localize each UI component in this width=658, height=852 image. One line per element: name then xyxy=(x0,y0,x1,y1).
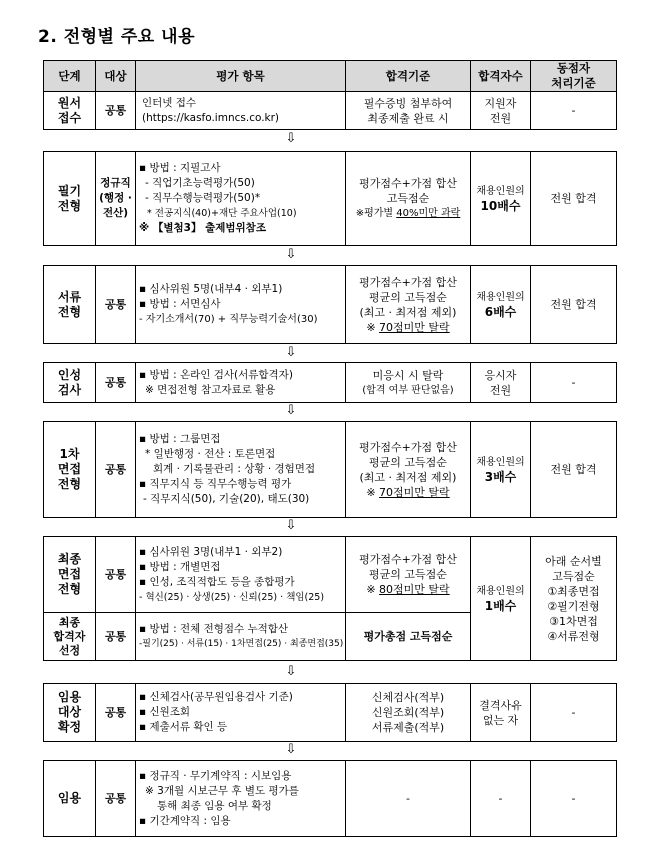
criteria-cell: 평가총점 고득점순 xyxy=(346,613,471,661)
down-arrow-icon: ⇩ xyxy=(285,131,297,146)
count-cell: 응시자 전원 xyxy=(471,363,531,403)
header-count: 합격자수 xyxy=(471,61,531,92)
table-block-2 xyxy=(43,151,617,246)
criteria-cell: 평가점수+가점 합산 평균의 고득점순 ※ 80점미만 탈락 xyxy=(346,537,471,613)
down-arrow-icon: ⇩ xyxy=(285,742,297,757)
target-cell: 공통 xyxy=(96,266,136,344)
tie-cell: - xyxy=(531,92,617,130)
criteria-cell: 미응시 시 탈락 (합격 여부 판단없음) xyxy=(346,363,471,403)
header-items: 평가 항목 xyxy=(136,61,346,92)
table-block-9 xyxy=(43,760,617,837)
count-cell: 채용인원의 1배수 xyxy=(471,537,531,661)
count-cell: - xyxy=(471,761,531,837)
target-cell: 공통 xyxy=(96,761,136,837)
count-cell: 채용인원의 6배수 xyxy=(471,266,531,344)
items-cell: ▪ 정규직 · 무기계약직 : 시보임용 ※ 3개월 시보근무 후 별도 평가를 통해 최종 임용 여부 확정 ▪ 기간계약직 : 임용 xyxy=(136,761,346,837)
items-cell: ▪ 방법 : 온라인 검사(서류합격자) ※ 면접전형 참고자료로 활용 xyxy=(136,363,346,403)
criteria-cell: 평가점수+가점 합산 고득점순 ※평가별 40%미만 과락 xyxy=(346,152,471,246)
table-block-1 xyxy=(43,60,617,130)
items-cell: ▪ 신체검사(공무원임용검사 기준) ▪ 신원조회 ▪ 제출서류 확인 등 xyxy=(136,684,346,742)
tie-cell: 전원 합격 xyxy=(531,152,617,246)
header-stage: 단계 xyxy=(44,61,96,92)
items-cell: ▪ 방법 : 지필고사 - 직업기초능력평가(50) - 직무수행능력평가(50)* * 전공지식(40)+재단 주요사업(10) ※ 【별첨3】 출제범위참조 xyxy=(136,152,346,246)
items-cell: 인터넷 접수 (https://kasfo.imncs.co.kr) xyxy=(136,92,346,130)
tie-cell: 전원 합격 xyxy=(531,422,617,518)
stage-cell: 원서 접수 xyxy=(44,92,96,130)
table-row xyxy=(44,363,617,403)
stage-cell: 1차 면접 전형 xyxy=(44,422,96,518)
items-cell: ▪ 방법 : 그룹면접 * 일반행정 · 전산 : 토론면접 회계 · 기록물관리 : 상황 · 경험면접 ▪ 직무지식 등 직무수행능력 평가 - 직무지식(50), 기술(20), 태도(30) xyxy=(136,422,346,518)
header-criteria: 합격기준 xyxy=(346,61,471,92)
table-block-4 xyxy=(43,362,617,403)
down-arrow-icon: ⇩ xyxy=(285,345,297,360)
stage-cell: 필기 전형 xyxy=(44,152,96,246)
target-cell: 공통 xyxy=(96,537,136,613)
table-block-6 xyxy=(43,536,617,661)
table-row xyxy=(44,537,617,613)
table-row xyxy=(44,422,617,518)
header-tie: 동점자 처리기준 xyxy=(531,61,617,92)
table-block-5 xyxy=(43,421,617,518)
tie-cell: - xyxy=(531,363,617,403)
table-row xyxy=(44,761,617,837)
target-cell: 공통 xyxy=(96,363,136,403)
stage-cell: 인성 검사 xyxy=(44,363,96,403)
target-cell: 공통 xyxy=(96,684,136,742)
table-row xyxy=(44,266,617,344)
criteria-cell: 필수증빙 첨부하여 최종제출 완료 시 xyxy=(346,92,471,130)
items-cell: ▪ 심사위원 5명(내부4 · 외부1) ▪ 방법 : 서면심사 - 자기소개서(70) + 직무능력기술서(30) xyxy=(136,266,346,344)
down-arrow-icon: ⇩ xyxy=(285,664,297,679)
page-title: 2. 전형별 주요 내용 xyxy=(38,27,195,47)
stage-cell: 임용 xyxy=(44,761,96,837)
target-cell: 정규직 (행정 · 전산) xyxy=(96,152,136,246)
stage-cell: 임용 대상 확정 xyxy=(44,684,96,742)
criteria-cell: 평가점수+가점 합산 평균의 고득점순 (최고 · 최저점 제외) ※ 70점미만 탈락 xyxy=(346,266,471,344)
header-target: 대상 xyxy=(96,61,136,92)
tie-cell: - xyxy=(531,761,617,837)
table-block-8 xyxy=(43,683,617,742)
stage-cell: 서류 전형 xyxy=(44,266,96,344)
table-row xyxy=(44,684,617,742)
criteria-cell: - xyxy=(346,761,471,837)
table-header xyxy=(44,61,617,92)
items-cell: ▪ 심사위원 3명(내부1 · 외부2) ▪ 방법 : 개별면접 ▪ 인성, 조직적합도 등을 종합평가 - 혁신(25) · 상생(25) · 신뢰(25) · 책임(25) xyxy=(136,537,346,613)
target-cell: 공통 xyxy=(96,422,136,518)
criteria-cell: 신체검사(적부) 신원조회(적부) 서류제출(적부) xyxy=(346,684,471,742)
items-cell: ▪ 방법 : 전체 전형점수 누적합산 -필기(25) · 서류(15) · 1차면접(25) · 최종면접(35) xyxy=(136,613,346,661)
tie-cell: 전원 합격 xyxy=(531,266,617,344)
table-row xyxy=(44,92,617,130)
count-cell: 채용인원의 3배수 xyxy=(471,422,531,518)
down-arrow-icon: ⇩ xyxy=(285,518,297,533)
count-cell: 결격사유 없는 자 xyxy=(471,684,531,742)
target-cell: 공통 xyxy=(96,613,136,661)
down-arrow-icon: ⇩ xyxy=(285,403,297,418)
table-block-3 xyxy=(43,265,617,344)
count-cell: 채용인원의 10배수 xyxy=(471,152,531,246)
criteria-cell: 평가점수+가점 합산 평균의 고득점순 (최고 · 최저점 제외) ※ 70점미만 탈락 xyxy=(346,422,471,518)
stage-cell: 최종 합격자 선정 xyxy=(44,613,96,661)
target-cell: 공통 xyxy=(96,92,136,130)
down-arrow-icon: ⇩ xyxy=(285,247,297,262)
tie-cell: 아래 순서별 고득점순 ①최종면접 ②필기전형 ③1차면접 ④서류전형 xyxy=(531,537,617,661)
table-row xyxy=(44,152,617,246)
count-cell: 지원자 전원 xyxy=(471,92,531,130)
tie-cell: - xyxy=(531,684,617,742)
stage-cell: 최종 면접 전형 xyxy=(44,537,96,613)
